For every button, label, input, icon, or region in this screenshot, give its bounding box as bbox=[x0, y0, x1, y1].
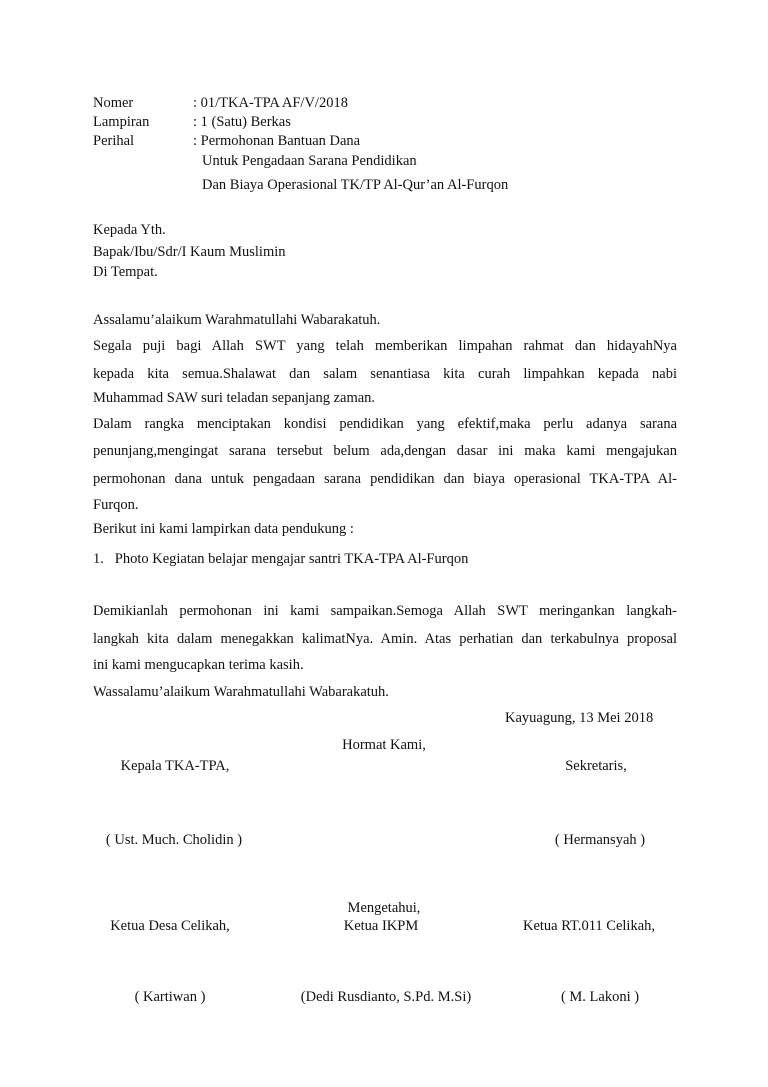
para3-line-1: Demikianlah permohonan ini kami sampaikan.Semoga Allah SWT meringankan langkah- bbox=[93, 603, 677, 619]
closing: Wassalamu’alaikum Warahmatullahi Wabarakatuh. bbox=[93, 684, 389, 700]
recipient-line-1: Kepada Yth. bbox=[93, 222, 166, 238]
para2-line-4: Furqon. bbox=[93, 497, 139, 513]
ketua-ikpm-title: Ketua IKPM bbox=[343, 918, 419, 934]
attachment-item-1: 1. Photo Kegiatan belajar mengajar santri TKA-TPA Al-Furqon bbox=[93, 551, 469, 567]
ketua-desa-title: Ketua Desa Celikah, bbox=[110, 918, 230, 934]
para1-line-3: Muhammad SAW suri teladan sepanjang zaman. bbox=[93, 390, 376, 406]
perihal-line-2: Untuk Pengadaan Sarana Pendidikan bbox=[202, 153, 417, 169]
para3-line-3: ini kami mengucapkan terima kasih. bbox=[93, 657, 304, 673]
kepala-name: ( Ust. Much. Cholidin ) bbox=[105, 832, 243, 848]
perihal-line-1: : Permohonan Bantuan Dana bbox=[193, 133, 361, 149]
attachments-intro: Berikut ini kami lampirkan data pendukung : bbox=[93, 521, 354, 537]
recipient-line-3: Di Tempat. bbox=[93, 264, 158, 280]
greeting: Assalamu’alaikum Warahmatullahi Wabarakatuh. bbox=[93, 312, 381, 328]
ketua-ikpm-name: (Dedi Rusdianto, S.Pd. M.Si) bbox=[300, 989, 472, 1005]
ketua-rt-title: Ketua RT.011 Celikah, bbox=[522, 918, 655, 934]
para1-line-2: kepada kita semua.Shalawat dan salam senantiasa kita curah limpahkan kepada nabi bbox=[93, 366, 677, 382]
nomer-label: Nomer bbox=[93, 95, 134, 111]
hormat-kami: Hormat Kami, bbox=[342, 737, 426, 753]
perihal-line-3: Dan Biaya Operasional TK/TP Al-Qur’an Al-Furqon bbox=[202, 177, 509, 193]
sekretaris-name: ( Hermansyah ) bbox=[554, 832, 646, 848]
ketua-desa-name: ( Kartiwan ) bbox=[134, 989, 206, 1005]
para2-line-2: penunjang,mengingat sarana tersebut belum ada,dengan dasar ini maka kami mengajukan bbox=[93, 443, 677, 459]
recipient-line-2: Bapak/Ibu/Sdr/I Kaum Muslimin bbox=[93, 244, 286, 260]
nomer-value: : 01/TKA-TPA AF/V/2018 bbox=[193, 95, 348, 111]
mengetahui: Mengetahui, bbox=[347, 900, 421, 916]
place-date: Kayuagung, 13 Mei 2018 bbox=[505, 710, 654, 726]
perihal-label: Perihal bbox=[93, 133, 135, 149]
para2-line-1: Dalam rangka menciptakan kondisi pendidikan yang efektif,maka perlu adanya sarana bbox=[93, 416, 677, 432]
kepala-title: Kepala TKA-TPA, bbox=[120, 758, 230, 774]
lampiran-label: Lampiran bbox=[93, 114, 150, 130]
ketua-rt-name: ( M. Lakoni ) bbox=[560, 989, 640, 1005]
para3-line-2: langkah kita dalam menegakkan kalimatNya. Amin. Atas perhatian dan terkabulnya proposal bbox=[93, 631, 677, 647]
para1-line-1: Segala puji bagi Allah SWT yang telah memberikan limpahan rahmat dan hidayahNya bbox=[93, 338, 677, 354]
para2-line-3: permohonan dana untuk pengadaan sarana pendidikan dan biaya operasional TKA-TPA Al- bbox=[93, 471, 677, 487]
lampiran-value: : 1 (Satu) Berkas bbox=[193, 114, 291, 130]
sekretaris-title: Sekretaris, bbox=[565, 758, 627, 774]
